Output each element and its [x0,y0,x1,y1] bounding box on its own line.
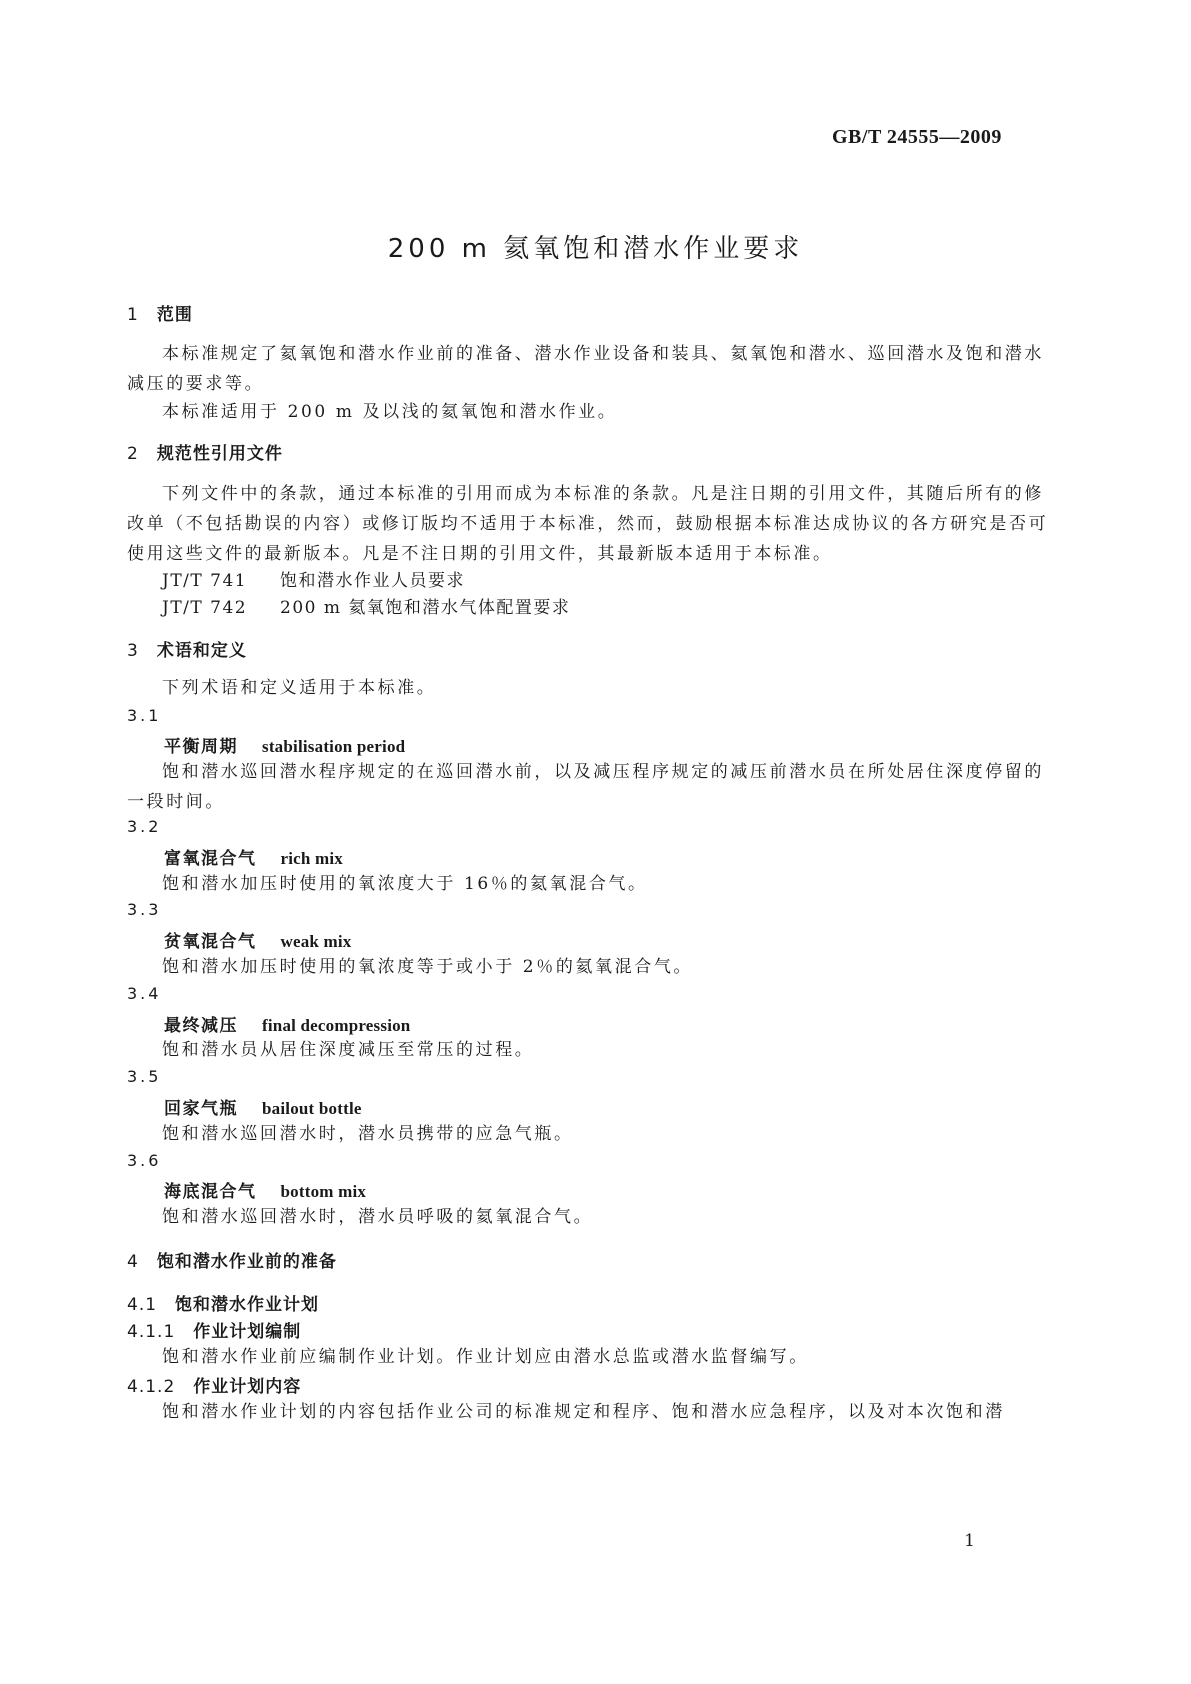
section-title: 作业计划编制 [193,1322,302,1342]
reference-title: 饱和潜水作业人员要求 [280,571,465,591]
section-4-heading [127,1247,337,1272]
term-chinese: 富氧混合气 [164,849,257,869]
section-title: 术语和定义 [156,641,247,661]
term-number: 3.1 [127,706,162,725]
normative-references-paragraph: 下列文件中的条款，通过本标准的引用而成为本标准的条款。凡是注日期的引用文件，其随后所有的修改单（不包括勘误的内容）或修订版均不适用于本标准，然而，鼓励根据本标准达成协议的各方研究是否可使用这些文件的最新版本。凡是不注日期的引用文件，其最新版本适用于本标准。 [127,484,1049,564]
section-number: 4.1 [127,1295,158,1315]
section-3-heading [127,636,247,661]
section-number: 1 [127,305,139,325]
term-number: 3.2 [127,817,162,836]
subsection-4-1-1-heading [127,1317,301,1342]
reference-item [162,593,570,618]
term-name [164,927,352,952]
section-number: 4.1.1 [127,1322,176,1342]
term-english: rich mix [280,849,344,868]
scope-paragraph-2: 本标准适用于 200 m 及以浅的氦氧饱和潜水作业。 [162,402,618,422]
reference-code: JT/T 741 [162,571,248,591]
term-number: 3.6 [127,1151,162,1170]
section-title: 规范性引用文件 [156,444,283,464]
term-english: final decompression [262,1016,411,1035]
term-english: weak mix [280,932,352,951]
section-title: 饱和潜水作业前的准备 [156,1252,337,1272]
section-title: 作业计划内容 [193,1377,302,1397]
term-number: 3.3 [127,900,162,919]
subsection-4-1-2-heading [127,1372,301,1397]
term-chinese: 回家气瓶 [164,1099,238,1119]
term-definition: 饱和潜水加压时使用的氧浓度大于 16％的氦氧混合气。 [162,874,648,894]
term-definition: 饱和潜水巡回潜水程序规定的在巡回潜水前，以及减压程序规定的减压前潜水员在所处居住深度停留的一段时间。 [127,762,1044,812]
term-definition: 饱和潜水巡回潜水时，潜水员呼吸的氦氧混合气。 [162,1207,594,1227]
section-number: 2 [127,444,139,464]
section-number: 4 [127,1252,139,1272]
term-name [164,1177,366,1202]
term-name [164,844,343,869]
reference-item [162,566,465,591]
page-number: 1 [964,1531,975,1551]
term-number: 3.4 [127,984,162,1003]
term-name [164,1011,410,1036]
term-chinese: 贫氧混合气 [164,932,257,952]
section-2-heading [127,439,283,464]
term-number: 3.5 [127,1067,162,1086]
term-english: stabilisation period [262,737,406,756]
plan-content-paragraph: 饱和潜水作业计划的内容包括作业公司的标准规定和程序、饱和潜水应急程序，以及对本次饱和潜 [162,1402,1005,1422]
term-definition: 饱和潜水加压时使用的氧浓度等于或小于 2％的氦氧混合气。 [162,957,694,977]
section-number: 3 [127,641,139,661]
term-name [164,1094,362,1119]
term-chinese: 平衡周期 [164,737,238,757]
term-chinese: 最终减压 [164,1016,238,1036]
section-title: 饱和潜水作业计划 [175,1295,320,1315]
scope-paragraph-1: 本标准规定了氦氧饱和潜水作业前的准备、潜水作业设备和装具、氦氧饱和潜水、巡回潜水及饱和潜水减压的要求等。 [127,344,1044,394]
section-1-heading [127,300,193,325]
term-english: bottom mix [280,1182,367,1201]
section-number: 4.1.2 [127,1377,176,1397]
subsection-4-1-heading [127,1290,319,1315]
document-title: 200 m 氦氧饱和潜水作业要求 [387,234,804,264]
term-definition: 饱和潜水员从居住深度减压至常压的过程。 [162,1040,535,1060]
plan-preparation-paragraph: 饱和潜水作业前应编制作业计划。作业计划应由潜水总监或潜水监督编写。 [162,1347,809,1367]
term-name [164,732,405,757]
reference-title: 200 m 氦氧饱和潜水气体配置要求 [280,598,571,618]
reference-code: JT/T 742 [162,598,248,618]
term-definition: 饱和潜水巡回潜水时，潜水员携带的应急气瓶。 [162,1124,574,1144]
terms-intro: 下列术语和定义适用于本标准。 [162,678,437,698]
standard-code: GB/T 24555—2009 [832,126,1002,148]
term-english: bailout bottle [262,1099,362,1118]
section-title: 范围 [156,305,193,325]
term-chinese: 海底混合气 [164,1182,257,1202]
